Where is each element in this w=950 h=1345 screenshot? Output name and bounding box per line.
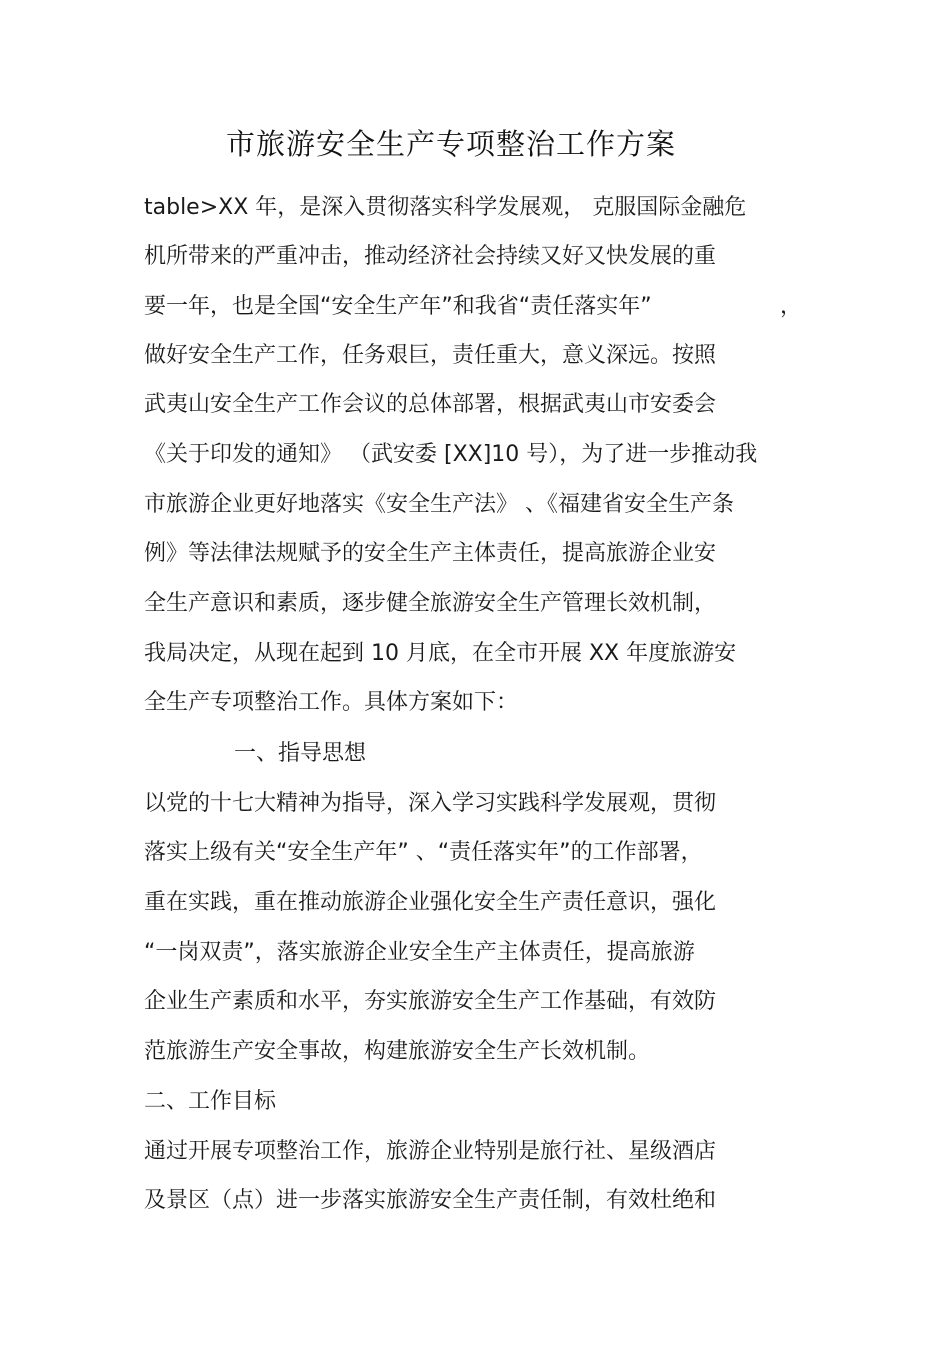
paragraph-line: 企业生产素质和水平，夯实旅游安全生产工作基础，有效防 xyxy=(144,989,717,1014)
trailing-comma: ， xyxy=(780,294,803,319)
paragraph-line: table>XX 年，是深入贯彻落实科学发展观， 克服国际金融危 xyxy=(144,195,747,220)
paragraph-line: 及景区（点）进一步落实旅游安全生产责任制，有效杜绝和 xyxy=(144,1188,717,1213)
document-title: 市旅游安全生产专项整治工作方案 xyxy=(225,127,676,161)
paragraph-line: 以党的十七大精神为指导，深入学习实践科学发展观，贯彻 xyxy=(144,791,717,816)
paragraph-line: 《关于印发的通知》 （武安委 [XX]10 号），为了进一步推动我 xyxy=(144,442,758,467)
paragraph-line: 机所带来的严重冲击，推动经济社会持续又好又快发展的重 xyxy=(144,244,717,269)
paragraph-line: 范旅游生产安全事故，构建旅游安全生产长效机制。 xyxy=(144,1039,651,1064)
paragraph-line: 武夷山安全生产工作会议的总体部署，根据武夷山市安委会 xyxy=(144,392,717,417)
paragraph-line: 落实上级有关“安全生产年” 、“责任落实年”的工作部署， xyxy=(144,840,703,865)
paragraph-line: 要一年，也是全国“安全生产年”和我省“责任落实年” xyxy=(144,294,652,319)
section-heading: 一、指导思想 xyxy=(234,741,367,766)
paragraph-line: 通过开展专项整治工作，旅游企业特别是旅行社、星级酒店 xyxy=(144,1139,717,1164)
section-heading: 二、工作目标 xyxy=(144,1089,277,1114)
paragraph-line: 市旅游企业更好地落实《安全生产法》 、《福建省安全生产条 xyxy=(144,492,734,517)
paragraph-line: “一岗双责”，落实旅游企业安全生产主体责任，提高旅游 xyxy=(144,940,695,965)
paragraph-line: 例》等法律法规赋予的安全生产主体责任，提高旅游企业安 xyxy=(144,541,717,566)
paragraph-line: 做好安全生产工作，任务艰巨，责任重大，意义深远。按照 xyxy=(144,343,717,368)
paragraph-line: 重在实践，重在推动旅游企业强化安全生产责任意识，强化 xyxy=(144,890,717,915)
paragraph-line: 我局决定，从现在起到 10 月底，在全市开展 XX 年度旅游安 xyxy=(144,641,737,666)
paragraph-line: 全生产专项整治工作。具体方案如下： xyxy=(144,690,519,715)
paragraph-line: 全生产意识和素质，逐步健全旅游安全生产管理长效机制， xyxy=(144,591,717,616)
